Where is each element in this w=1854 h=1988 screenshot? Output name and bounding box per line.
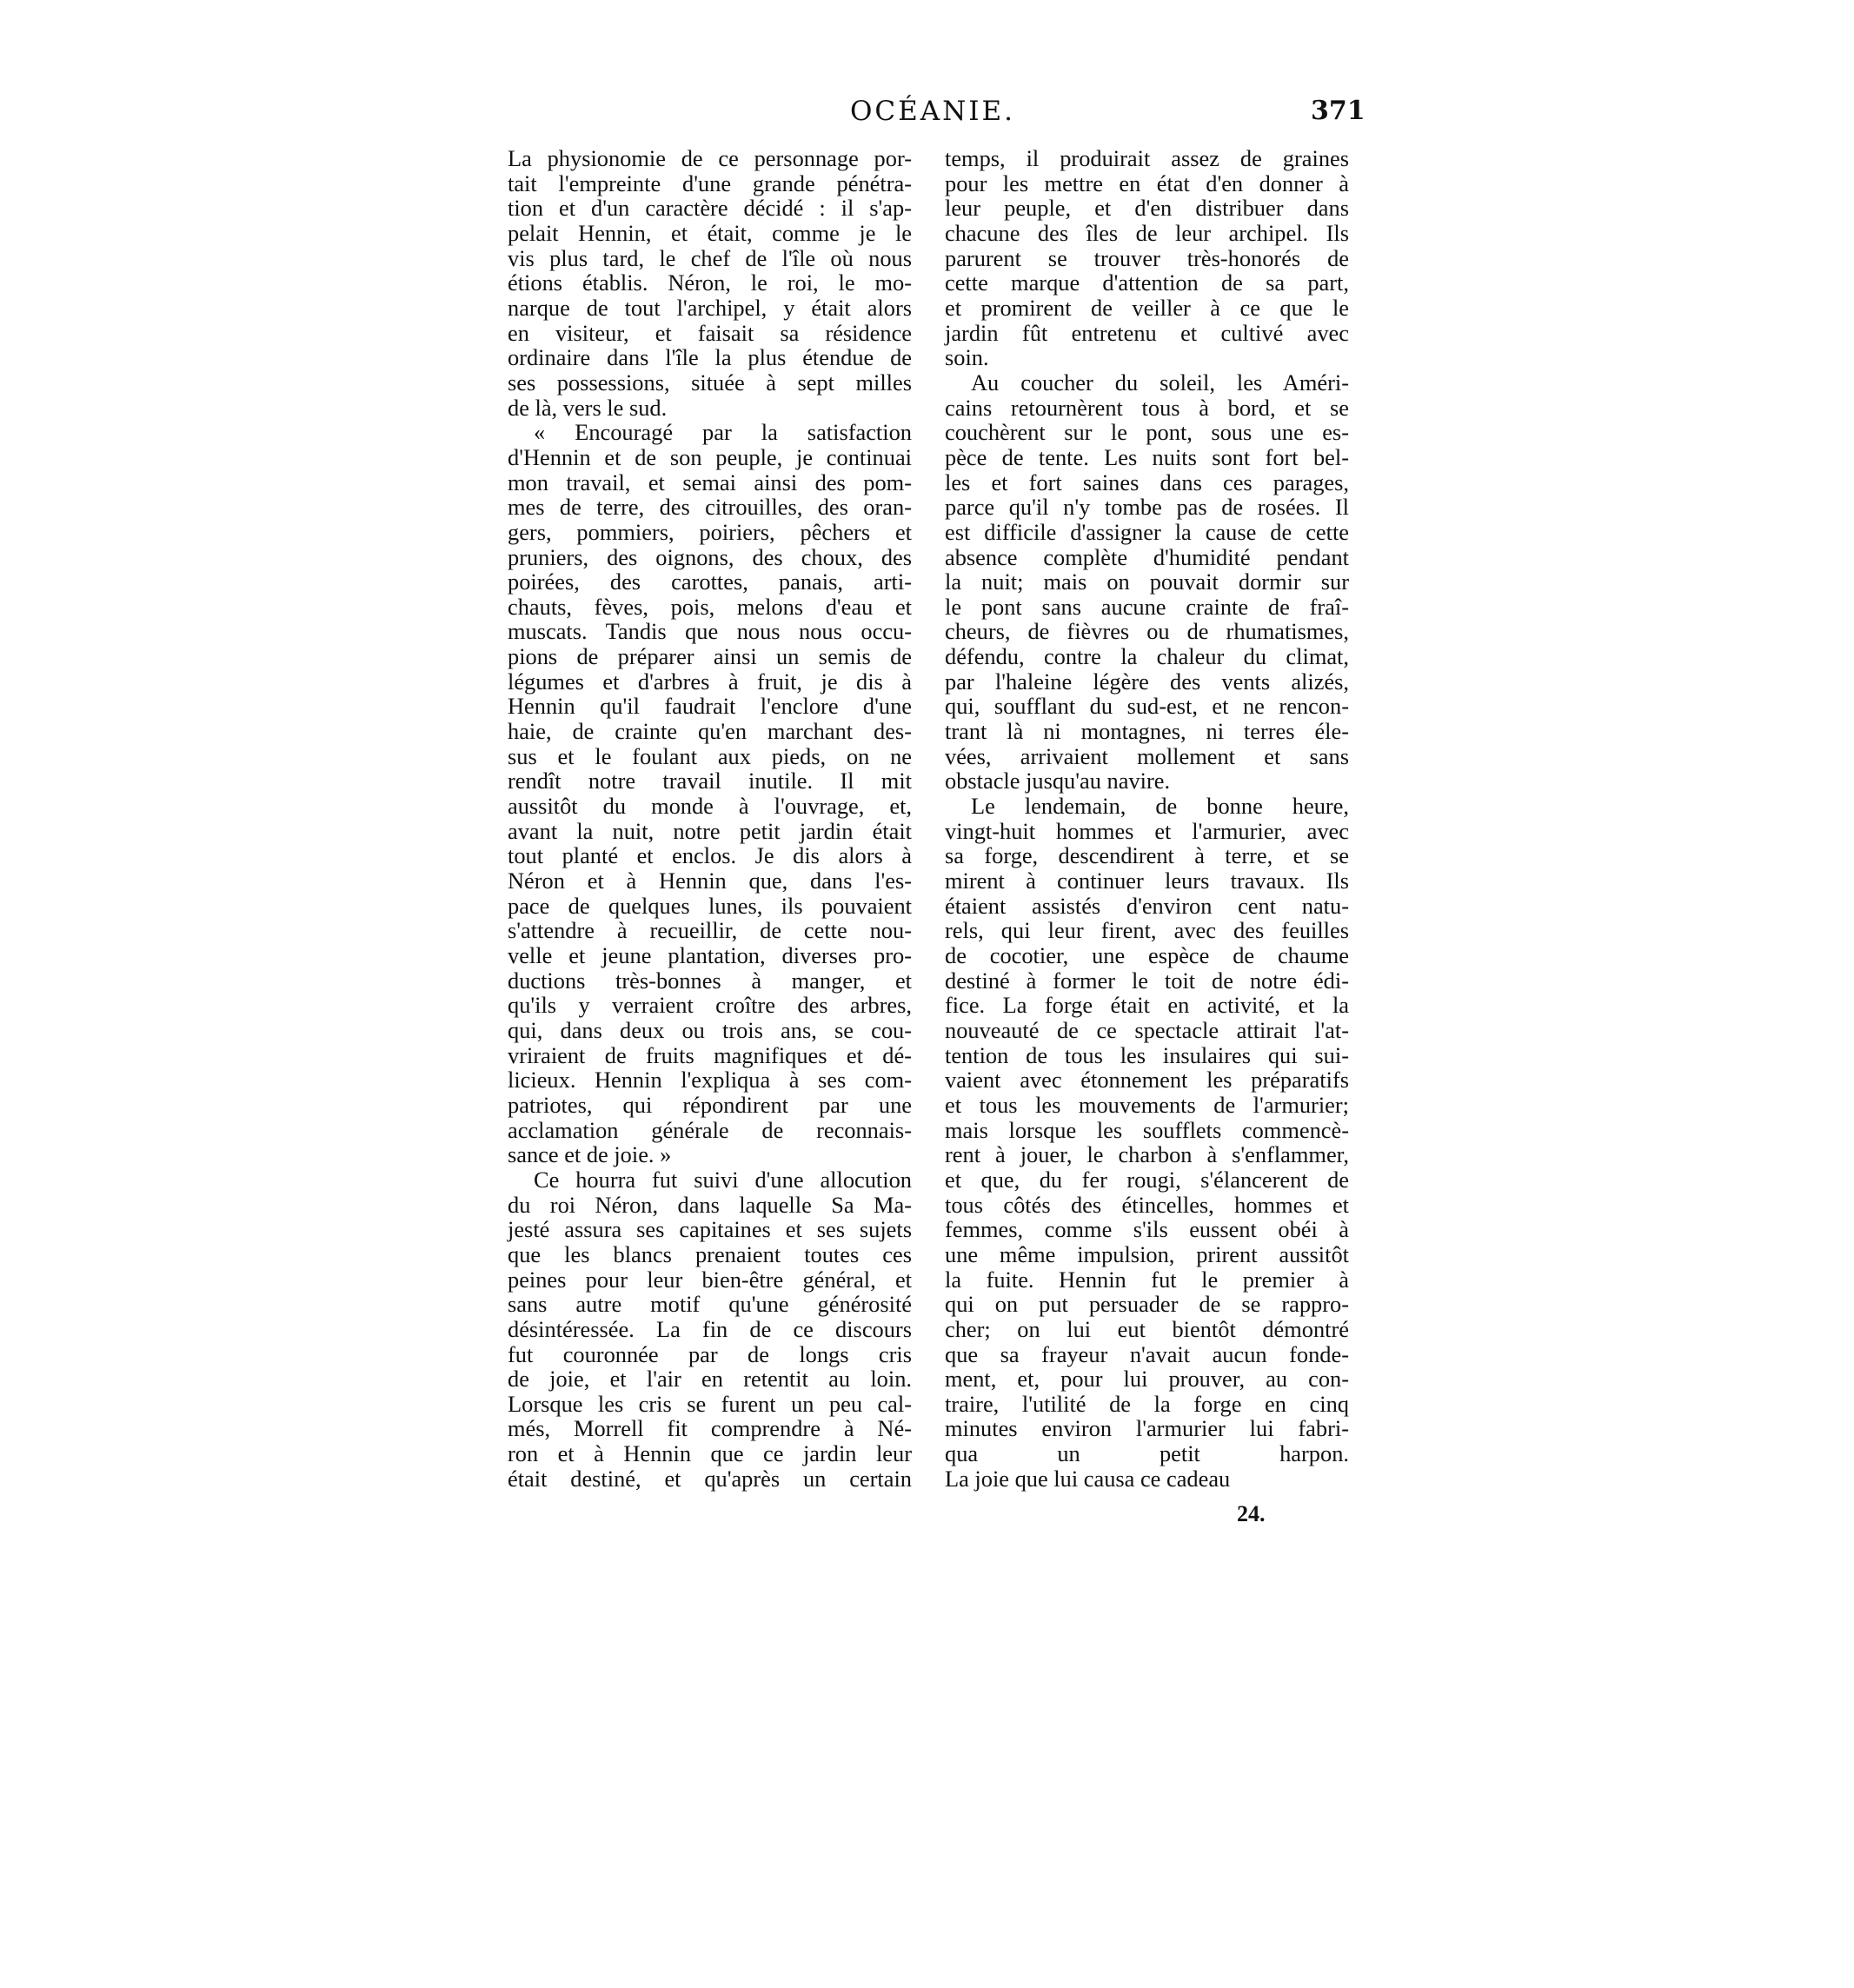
text-line: couchèrent sur le pont, sous une es-: [945, 419, 1349, 446]
text-line: la nuit; mais on pouvait dormir sur: [945, 568, 1349, 595]
text-line: défendu, contre la chaleur du climat,: [945, 643, 1349, 670]
text-line: pour les mettre en état d'en donner à: [945, 170, 1349, 196]
text-line: ordinaire dans l'île la plus étendue de: [508, 344, 912, 371]
text-line: ductions très-bonnes à manger, et: [508, 967, 912, 994]
text-line: destiné à former le toit de notre édi-: [945, 967, 1349, 994]
text-line: vées, arrivaient mollement et sans: [945, 742, 1349, 769]
text-line: étions établis. Néron, le roi, le mo-: [508, 269, 912, 296]
text-line: jardin fût entretenu et cultivé avec: [945, 319, 1349, 346]
text-line: que les blancs prenaient toutes ces: [508, 1240, 912, 1267]
text-line: fice. La forge était en activité, et la: [945, 992, 1349, 1019]
text-line: rendît notre travail inutile. Il mit: [508, 768, 912, 795]
text-line: les et fort saines dans ces parages,: [945, 469, 1349, 495]
text-line: mirent à continuer leurs travaux. Ils: [945, 868, 1349, 894]
text-line: cains retournèrent tous à bord, et se: [945, 394, 1349, 421]
text-line: sans autre motif qu'une générosité: [508, 1291, 912, 1318]
text-line: tout planté et enclos. Je dis alors à: [508, 842, 912, 869]
text-line: vriraient de fruits magnifiques et dé-: [508, 1041, 912, 1068]
text-line: narque de tout l'archipel, y était alors: [508, 294, 912, 321]
text-line: de là, vers le sud.: [508, 394, 668, 421]
text-line: « Encouragé par la satisfaction: [534, 419, 912, 446]
text-line: par l'haleine légère des vents alizés,: [945, 668, 1349, 695]
text-line: la fuite. Hennin fut le premier à: [945, 1266, 1349, 1293]
text-line: qui, dans deux ou trois ans, se cou-: [508, 1016, 912, 1043]
text-line: tion et d'un caractère décidé : il s'ap-: [508, 195, 912, 222]
text-line: Hennin qu'il faudrait l'enclore d'une: [508, 693, 912, 720]
text-line: chacune des îles de leur archipel. Ils: [945, 219, 1349, 246]
text-line: vis plus tard, le chef de l'île où nous: [508, 244, 912, 271]
text-line: Ce hourra fut suivi d'une allocution: [534, 1166, 912, 1193]
text-line: mes de terre, des citrouilles, des oran-: [508, 494, 912, 521]
text-line: La physionomie de ce personnage por-: [508, 145, 912, 171]
text-line: qua un petit harpon.: [945, 1440, 1349, 1467]
text-line: tait l'empreinte d'une grande pénétra-: [508, 170, 912, 196]
text-line: avant la nuit, notre petit jardin était: [508, 817, 912, 844]
text-line: parurent se trouver très-honorés de: [945, 244, 1349, 271]
text-line: que sa frayeur n'avait aucun fonde-: [945, 1340, 1349, 1367]
text-line: vingt-huit hommes et l'armurier, avec: [945, 817, 1349, 844]
text-line: étaient assistés d'environ cent natu-: [945, 892, 1349, 919]
text-line: velle et jeune plantation, diverses pro-: [508, 942, 912, 968]
text-line: et que, du fer rougi, s'élancerent de: [945, 1166, 1349, 1193]
text-line: Au coucher du soleil, les Améri-: [971, 369, 1349, 396]
text-line: légumes et d'arbres à fruit, je dis à: [508, 668, 912, 695]
right-text-column: [945, 146, 1349, 1491]
text-line: de joie, et l'air en retentit au loin.: [508, 1366, 912, 1393]
text-line: désintéressée. La fin de ce discours: [508, 1315, 912, 1342]
text-line: mais lorsque les soufflets commencè-: [945, 1116, 1349, 1143]
text-line: minutes environ l'armurier lui fabri-: [945, 1415, 1349, 1442]
left-text-column: [508, 146, 912, 1491]
text-line: aussitôt du monde à l'ouvrage, et,: [508, 793, 912, 820]
text-line: rent à jouer, le charbon à s'enflammer,: [945, 1141, 1349, 1168]
text-line: d'Hennin et de son peuple, je continuai: [508, 443, 912, 470]
text-line: patriotes, qui répondirent par une: [508, 1091, 912, 1118]
text-line: femmes, comme s'ils eussent obéi à: [945, 1216, 1349, 1243]
text-line: pions de préparer ainsi un semis de: [508, 643, 912, 670]
text-line: est difficile d'assigner la cause de cette: [945, 518, 1349, 545]
text-line: en visiteur, et faisait sa résidence: [508, 319, 912, 346]
text-line: le pont sans aucune crainte de fraî-: [945, 593, 1349, 620]
text-line: ment, et, pour lui prouver, au con-: [945, 1366, 1349, 1393]
text-line: licieux. Hennin l'expliqua à ses com-: [508, 1067, 912, 1094]
text-line: leur peuple, et d'en distribuer dans: [945, 195, 1349, 222]
text-line: peines pour leur bien-être général, et: [508, 1266, 912, 1293]
text-line: et promirent de veiller à ce que le: [945, 294, 1349, 321]
text-line: soin.: [945, 344, 989, 371]
text-line: obstacle jusqu'au navire.: [945, 768, 1171, 795]
signature-mark: 24.: [1237, 1501, 1266, 1526]
text-line: cette marque d'attention de sa part,: [945, 269, 1349, 296]
text-line: absence complète d'humidité pendant: [945, 543, 1349, 570]
text-line: nouveauté de ce spectacle attirait l'at-: [945, 1016, 1349, 1043]
text-line: sus et le foulant aux pieds, on ne: [508, 742, 912, 769]
text-line: une même impulsion, prirent aussitôt: [945, 1240, 1349, 1267]
text-line: Néron et à Hennin que, dans l'es-: [508, 868, 912, 894]
text-line: pelait Hennin, et était, comme je le: [508, 219, 912, 246]
text-line: fut couronnée par de longs cris: [508, 1340, 912, 1367]
text-line: jesté assura ses capitaines et ses sujets: [508, 1216, 912, 1243]
text-line: parce qu'il n'y tombe pas de rosées. Il: [945, 494, 1349, 521]
text-line: Le lendemain, de bonne heure,: [971, 793, 1349, 820]
text-line: muscats. Tandis que nous nous occu-: [508, 618, 912, 645]
text-line: s'attendre à recueillir, de cette nou-: [508, 917, 912, 944]
text-line: gers, pommiers, poiriers, pêchers et: [508, 518, 912, 545]
text-line: Lorsque les cris se furent un peu cal-: [508, 1390, 912, 1417]
text-line: acclamation générale de reconnais-: [508, 1116, 912, 1143]
text-line: qu'ils y verraient croître des arbres,: [508, 992, 912, 1019]
text-line: ron et à Hennin que ce jardin leur: [508, 1440, 912, 1467]
text-line: tention de tous les insulaires qui sui-: [945, 1041, 1349, 1068]
text-line: du roi Néron, dans laquelle Sa Ma-: [508, 1191, 912, 1218]
text-line: de cocotier, une espèce de chaume: [945, 942, 1349, 968]
text-line: traire, l'utilité de la forge en cinq: [945, 1390, 1349, 1417]
text-line: ses possessions, située à sept milles: [508, 369, 912, 396]
text-line: chauts, fèves, pois, melons d'eau et: [508, 593, 912, 620]
text-line: La joie que lui causa ce cadeau: [945, 1465, 1231, 1492]
text-line: cher; on lui eut bientôt démontré: [945, 1315, 1349, 1342]
text-line: et tous les mouvements de l'armurier;: [945, 1091, 1349, 1118]
text-line: pruniers, des oignons, des choux, des: [508, 543, 912, 570]
text-line: cheurs, de fièvres ou de rhumatismes,: [945, 618, 1349, 645]
text-line: temps, il produirait assez de graines: [945, 145, 1349, 171]
text-line: pèce de tente. Les nuits sont fort bel-: [945, 443, 1349, 470]
text-line: pace de quelques lunes, ils pouvaient: [508, 892, 912, 919]
page-number: 371: [1311, 96, 1366, 126]
text-line: poirées, des carottes, panais, arti-: [508, 568, 912, 595]
text-line: sance et de joie. »: [508, 1141, 672, 1168]
text-line: trant là ni montagnes, ni terres éle-: [945, 718, 1349, 745]
running-title: OCÉANIE.: [850, 96, 1016, 127]
text-line: était destiné, et qu'après un certain: [508, 1465, 912, 1492]
text-line: rels, qui leur firent, avec des feuilles: [945, 917, 1349, 944]
text-line: qui, soufflant du sud-est, et ne rencon-: [945, 693, 1349, 720]
text-line: tous côtés des étincelles, hommes et: [945, 1191, 1349, 1218]
text-line: sa forge, descendirent à terre, et se: [945, 842, 1349, 869]
text-line: vaient avec étonnement les préparatifs: [945, 1067, 1349, 1094]
text-line: mon travail, et semai ainsi des pom-: [508, 469, 912, 495]
text-line: més, Morrell fit comprendre à Né-: [508, 1415, 912, 1442]
text-line: haie, de crainte qu'en marchant des-: [508, 718, 912, 745]
text-line: qui on put persuader de se rappro-: [945, 1291, 1349, 1318]
